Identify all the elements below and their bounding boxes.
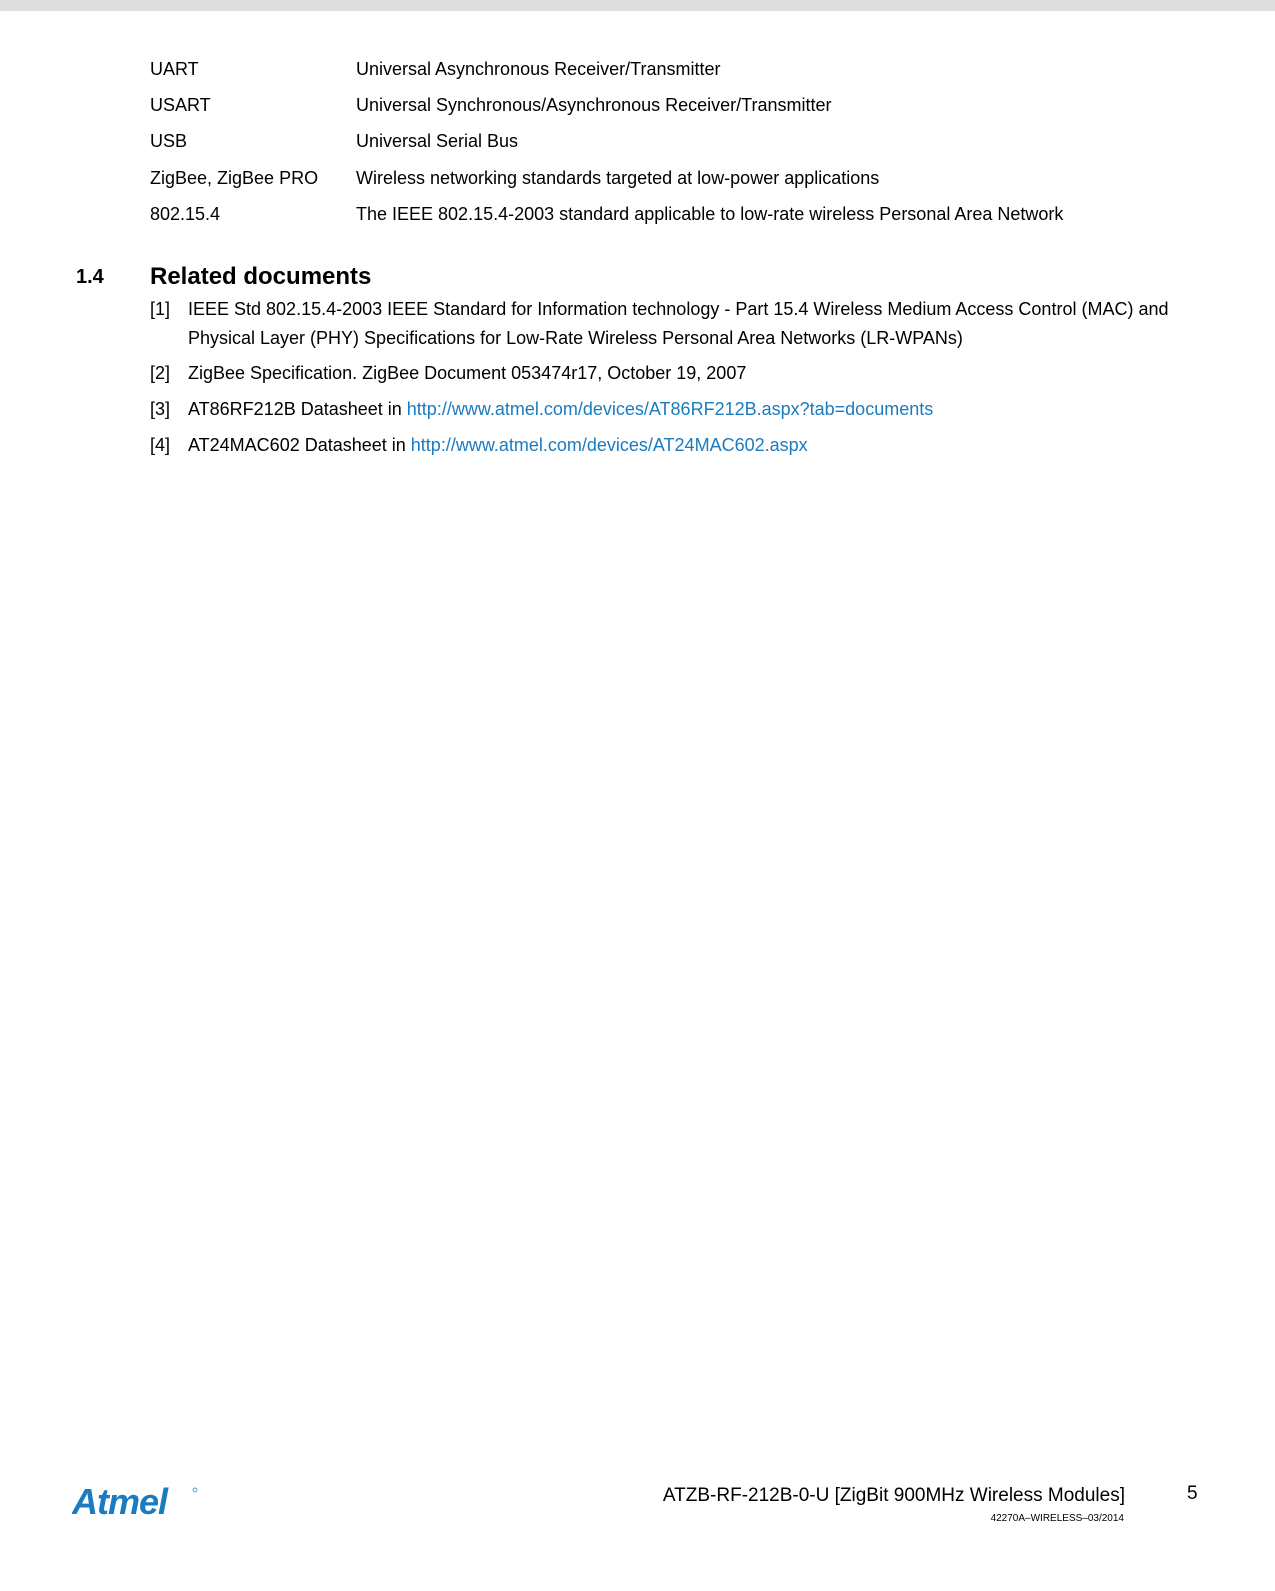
abbreviation-term: ZigBee, ZigBee PRO [150, 168, 319, 188]
reference-text [188, 395, 1198, 424]
section-title: Related documents [150, 263, 372, 290]
reference-text [188, 295, 1198, 353]
abbreviation-term: USART [150, 95, 211, 115]
footer-document-code: 42270A–WIRELESS–03/2014 [990, 1513, 1124, 1524]
abbreviation-definition: Universal Asynchronous Receiver/Transmitter [356, 59, 721, 79]
reference-number: [4] [150, 435, 171, 455]
abbreviation-definition: The IEEE 802.15.4-2003 standard applicable to low-rate wireless Personal Area Network [356, 204, 1064, 224]
abbreviation-term: USB [150, 131, 188, 151]
reference-link-at86rf212b[interactable]: http://www.atmel.com/devices/AT86RF212B.aspx?tab=documents [406, 399, 934, 419]
reference-text [188, 431, 1198, 460]
reference-number: [2] [150, 363, 171, 383]
reference-description: ZigBee Specification. ZigBee Document 053474r17, October 19, 2007 [188, 363, 747, 383]
reference-number: [1] [150, 299, 171, 319]
abbreviation-term: UART [150, 59, 199, 79]
abbreviation-definition: Universal Synchronous/Asynchronous Receiver/Transmitter [356, 95, 832, 115]
page-number: 5 [1187, 1483, 1198, 1504]
atmel-logo [72, 1485, 198, 1519]
abbreviation-definition: Wireless networking standards targeted at low-power applications [356, 168, 880, 188]
section-number: 1.4 [76, 266, 104, 288]
page-top-band [0, 0, 1275, 11]
registered-mark-icon [193, 1488, 197, 1492]
atmel-logo-wordmark: Atmel [72, 1485, 168, 1519]
reference-link-at24mac602[interactable]: http://www.atmel.com/devices/AT24MAC602.aspx [410, 435, 808, 455]
abbreviation-term: 802.15.4 [150, 204, 221, 224]
reference-text [188, 359, 1198, 388]
footer-document-title: ATZB-RF-212B-0-U [ZigBit 900MHz Wireless Modules] [662, 1485, 1125, 1506]
reference-description: AT24MAC602 Datasheet in [188, 435, 411, 455]
reference-number: [3] [150, 399, 171, 419]
reference-description: AT86RF212B Datasheet in [188, 399, 407, 419]
abbreviation-definition: Universal Serial Bus [356, 131, 519, 151]
reference-description: IEEE Std 802.15.4-2003 IEEE Standard for Information technology - Part 15.4 Wireless Medium Access Control (MAC) and Physical Layer (PHY) Specifications for Low-Rate Wireless Personal Area Networks (LR-WPANs) [188, 299, 1169, 348]
